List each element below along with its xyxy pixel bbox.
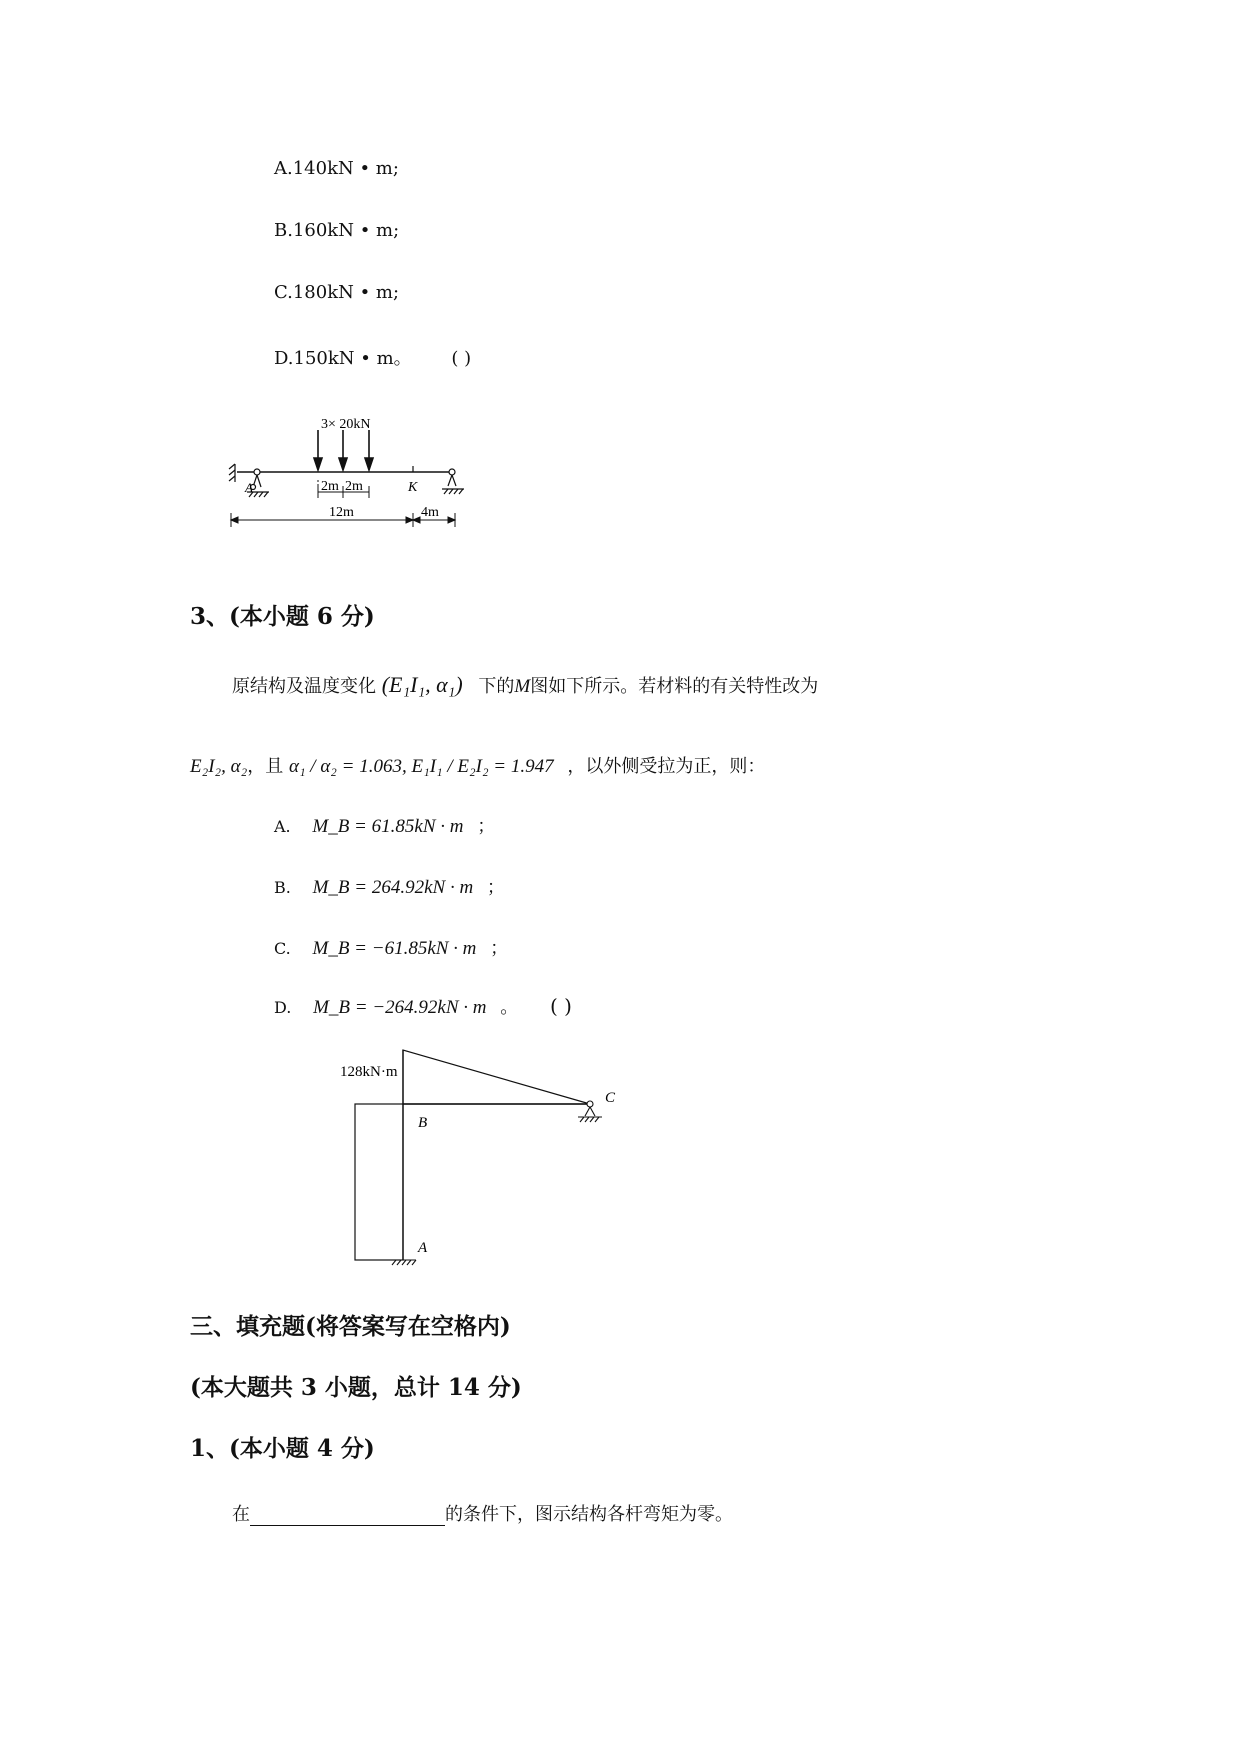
option-expr: M_B = 264.92kN · m [312,877,474,898]
q2-option-a [274,158,399,179]
option-letter: C. [274,939,291,958]
q3-frame-figure [330,1040,630,1280]
fixed-support-a [390,1260,416,1265]
section3-q1-stem [232,1500,733,1526]
q3-option-b [274,873,505,899]
section3-title: 三、填充题(将答案写在空格内) [190,1313,511,1340]
option-expr: M_B = −264.92kN · m [313,997,487,1018]
option-expr: M_B = 61.85kN · m [312,816,464,837]
option-letter: B. [274,220,293,241]
option-tail: ； [477,816,496,837]
q3-heading: 3、(本小题 6 分) [190,603,375,630]
q2-beam-figure [225,412,475,547]
moment-diagram-beam [403,1050,590,1104]
label-c: C [605,1090,616,1106]
stem-text: 原结构及温度变化 [232,676,376,697]
option-letter: A. [274,817,291,836]
stem-math: (E₁I₁, α₁) [381,672,463,697]
option-text: 150kN • m。 [293,348,412,369]
option-tail: ； [486,877,505,898]
answer-blank[interactable] [250,1507,445,1526]
q3-option-c [274,934,508,960]
left-wall-hatch [229,464,235,482]
q2-option-c [274,282,399,303]
spacing-1-label: 2m [321,479,339,494]
option-letter: B. [274,878,291,897]
load-label: 3× 20kN [321,417,371,432]
dim-main-label: 12m [329,505,354,520]
dim-right-label: 4m [421,505,439,520]
label-k: K [408,480,418,495]
q2-option-b [274,220,399,241]
q3-stem-line-2 [190,752,765,778]
load-arrows [314,430,373,470]
stem-text: 下的 [478,676,515,697]
section3-q1-heading: 1、(本小题 4 分) [190,1435,375,1462]
option-tail: 。 [500,997,519,1018]
option-text: 160kN • m; [292,220,400,241]
option-letter: A. [274,158,293,179]
stem-text: 图如下所示。若材料的有关特性改为 [530,676,819,697]
option-text: 180kN • m; [292,282,400,303]
option-tail: ； [490,938,509,959]
label-a: A [418,1240,428,1256]
section3-subtitle: (本大题共 3 小题，总计 14 分) [190,1374,522,1401]
option-expr: M_B = −61.85kN · m [312,938,477,959]
spacing-2-label: 2m [345,479,363,494]
q3-option-a [274,812,495,838]
stem-text: ，以外侧受拉为正，则： [567,756,766,777]
q2-option-d [274,344,471,370]
q3-option-d [274,993,572,1019]
option-letter: C. [274,282,293,303]
answer-paren: ( ) [451,348,472,369]
moment-label: 128kN·m [340,1064,398,1080]
option-text: 140kN • m; [292,158,399,179]
label-a: A [245,480,253,495]
stem-math: E₂I₂, α₂ [190,756,248,777]
option-letter: D. [274,998,292,1017]
answer-paren: ( ) [549,994,572,1018]
stem-text: ，且 [247,756,284,777]
moment-diagram-column [355,1104,403,1260]
stem-condition: α₁ / α₂ = 1.063, E₁I₁ / E₂I₂ = 1.947 [288,756,554,777]
stem-text: 在 [232,1504,250,1525]
label-b: B [418,1115,428,1131]
q3-stem-line-1 [232,672,818,698]
stem-text: 的条件下，图示结构各杆弯矩为零。 [445,1504,733,1525]
stem-math-m: M [514,676,531,697]
option-letter: D. [274,348,294,369]
